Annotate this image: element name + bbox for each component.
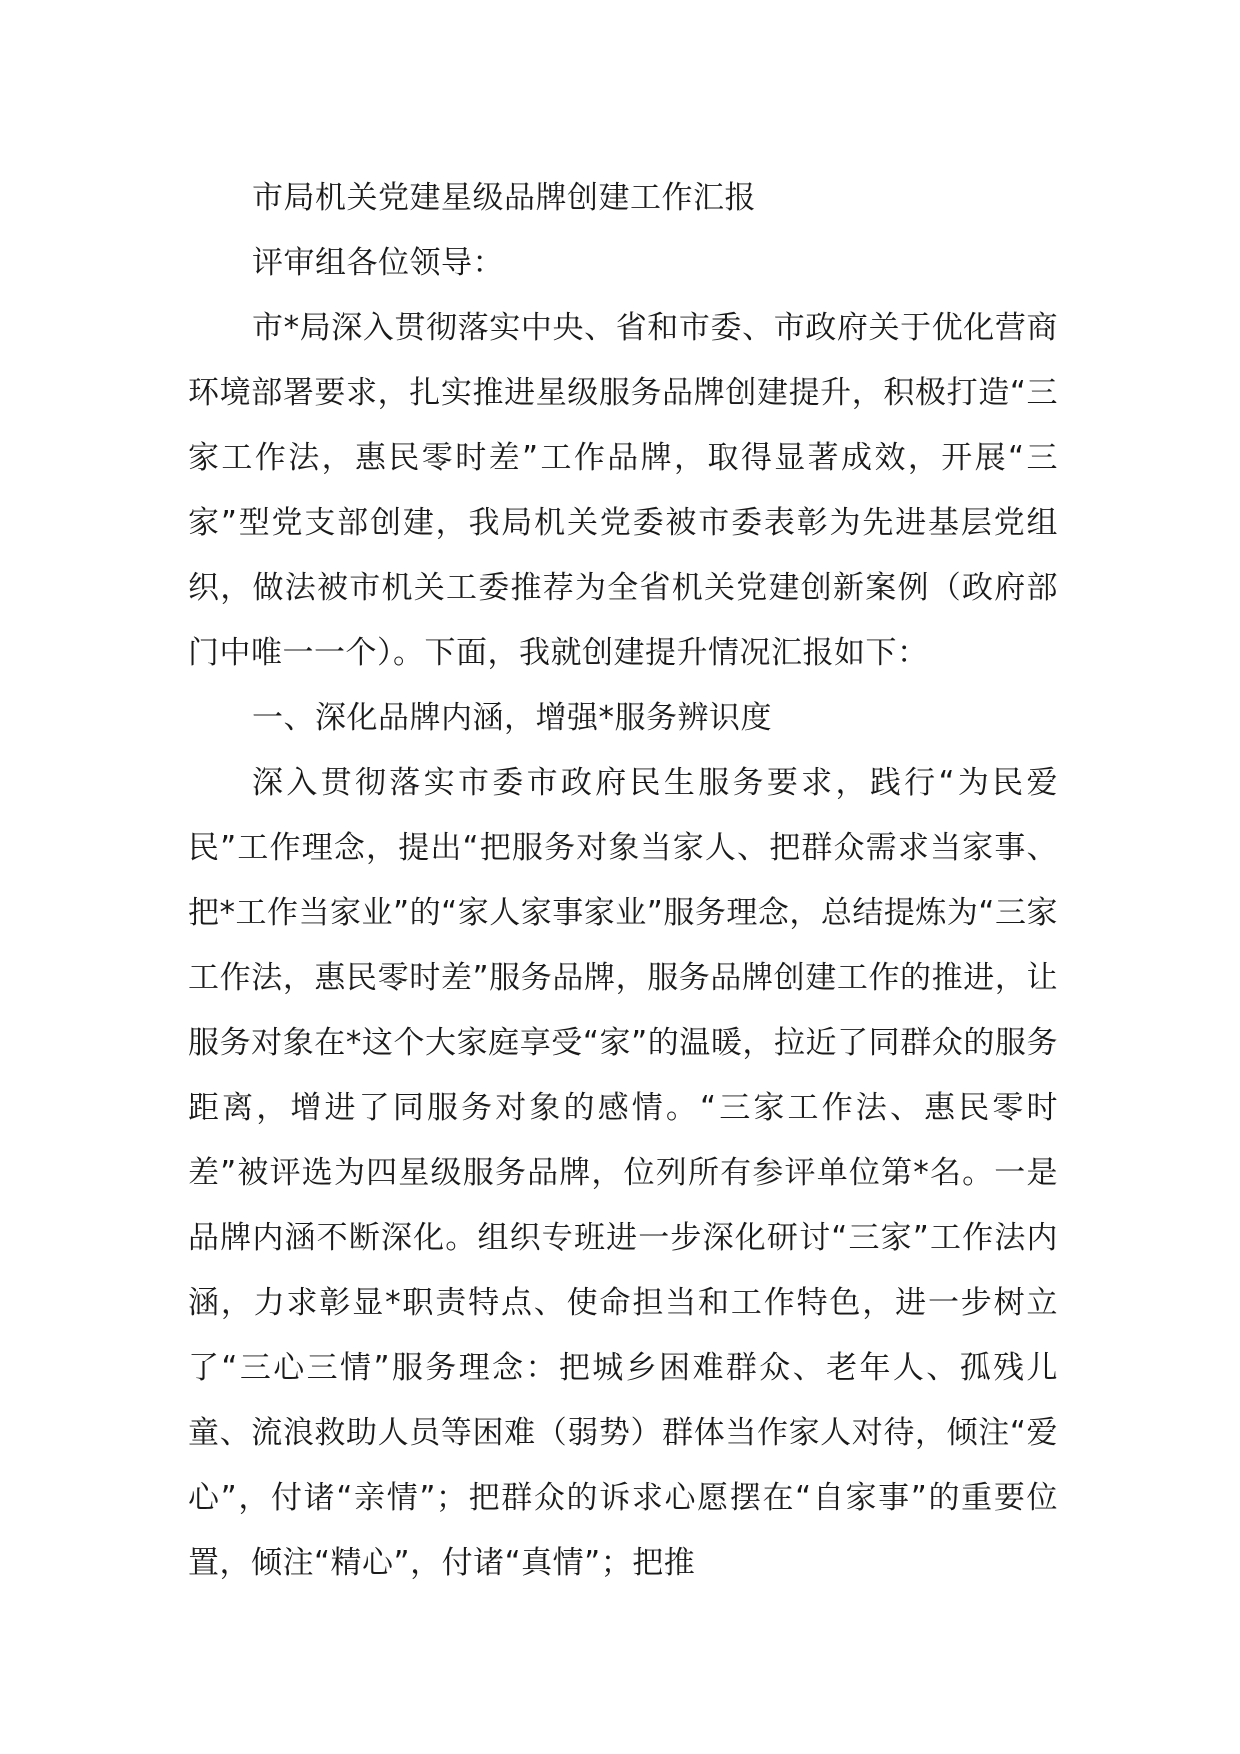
section-heading: 一、深化品牌内涵，增强*服务辨识度 — [252, 700, 772, 736]
section-paragraph: 深入贯彻落实市委市政府民生服务要求，践行“为民爱民”工作理念，提出“把服务对象当家人、把群众需求当家事、把*工作当家业”的“家人家事家业”服务理念，总结提炼为“三家工作法，惠民零时差”服务品牌，服务品牌创建工作的推进，让服务对象在*这个大家庭享受“家”的温暖，拉近了同群众的服务距离，增进了同服务对象的感情。“三家工作法、惠民零时差”被评选为四星级服务品牌，位列所有参评单位第*名。一是品牌内涵不断深化。组织专班进一步深化研讨“三家”工作法内涵，力求彰显*职责特点、使命担当和工作特色，进一步树立了“三心三情”服务理念：把城乡困难群众、老年人、孤残儿童、流浪救助人员等困难（弱势）群体当作家人对待，倾注“爱心”，付诸“亲情”；把群众的诉求心愿摆在“自家事”的重要位置，倾注“精心”，付诸“真情”；把推 — [188, 765, 1058, 1581]
salutation: 评审组各位领导： — [252, 245, 504, 281]
intro-paragraph: 市*局深入贯彻落实中央、省和市委、市政府关于优化营商环境部署要求，扎实推进星级服务品牌创建提升，积极打造“三家工作法，惠民零时差”工作品牌，取得显著成效，开展“三家”型党支部创建，我局机关党委被市委表彰为先进基层党组织，做法被市机关工委推荐为全省机关党建创新案例（政府部门中唯一一个）。下面，我就创建提升情况汇报如下： — [188, 310, 1058, 671]
document-title: 市局机关党建星级品牌创建工作汇报 — [252, 180, 756, 216]
document-body — [188, 166, 1058, 1596]
